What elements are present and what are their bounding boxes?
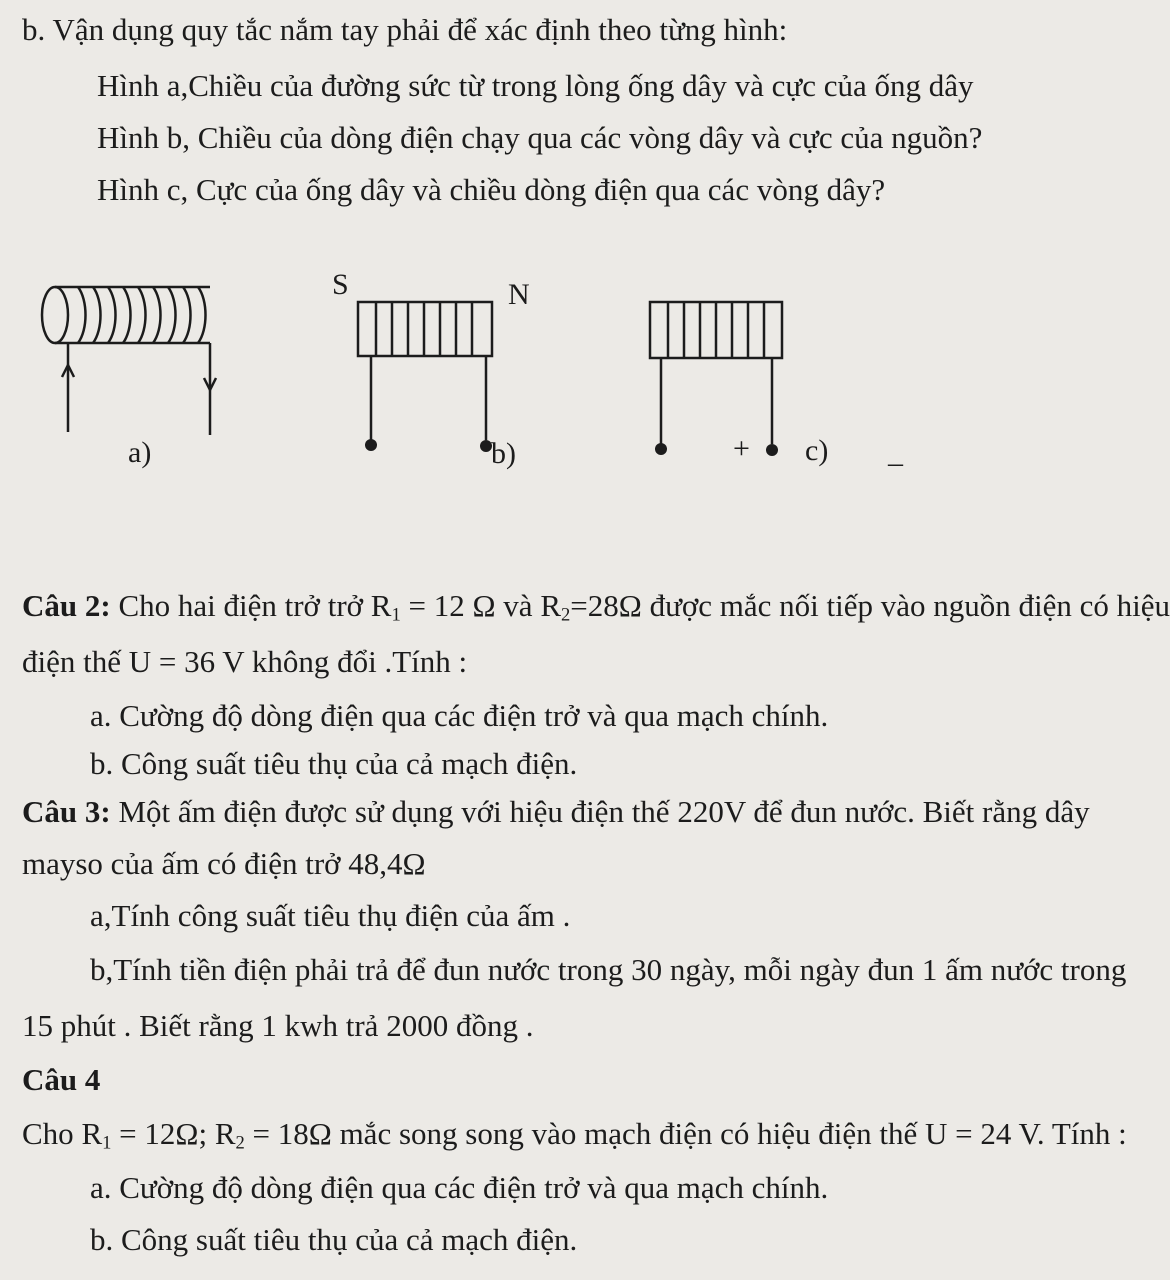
cau2-part-b: b. Công suất tiêu thụ của cả mạch điện. bbox=[90, 746, 578, 781]
cau4-lead: Cho bbox=[22, 1116, 82, 1151]
figure-c-solenoid bbox=[650, 302, 782, 444]
pole-s-label: S bbox=[332, 268, 349, 301]
cau2-title: Câu 2: bbox=[22, 588, 111, 623]
cau3-part-b-line2: 15 phút . Biết rằng 1 kwh trả 2000 đồng . bbox=[22, 1008, 534, 1043]
cau3-line1 bbox=[22, 796, 1090, 827]
cau3-part-b-line1: b,Tính tiền điện phải trả để đun nước trong 30 ngày, mỗi ngày đun 1 ấm nước trong bbox=[90, 952, 1127, 987]
cau4-part-a: a. Cường độ dòng điện qua các điện trở và qua mạch chính. bbox=[90, 1170, 829, 1205]
cau4-line1 bbox=[22, 1118, 1127, 1153]
cau2-line2: điện thế U = 36 V không đổi .Tính : bbox=[22, 644, 468, 679]
r1-symbol: R bbox=[370, 588, 392, 623]
r1-symbol: R bbox=[81, 1116, 103, 1151]
r2-value: = 18Ω mắc song song vào mạch điện có hiệu điện thế U = 24 V. Tính : bbox=[244, 1116, 1127, 1151]
minus-sign: – bbox=[888, 446, 903, 479]
cau3-part-a: a,Tính công suất tiêu thụ điện của ấm . bbox=[90, 898, 571, 933]
part-b-heading: b. Vận dụng quy tắc nắm tay phải để xác định theo từng hình: bbox=[22, 12, 788, 47]
part-b-item-c: Hình c, Cực của ống dây và chiều dòng điện qua các vòng dây? bbox=[97, 172, 886, 207]
cau2-line1 bbox=[22, 590, 1170, 625]
r2-subscript: 2 bbox=[235, 1132, 245, 1154]
r2-symbol: R bbox=[540, 588, 561, 623]
r2-subscript: 2 bbox=[561, 604, 571, 626]
r1-value: = 12 Ω và bbox=[400, 588, 541, 623]
cau3-line2: mayso của ấm có điện trở 48,4Ω bbox=[22, 846, 426, 881]
figure-c-label: c) bbox=[805, 434, 829, 467]
figure-b-solenoid bbox=[358, 302, 492, 440]
r1-value: = 12Ω; bbox=[111, 1116, 215, 1151]
r2-symbol: R bbox=[214, 1116, 236, 1151]
cau3-title: Câu 3: bbox=[22, 794, 111, 829]
cau2-intro: Cho hai điện trở trở bbox=[118, 588, 364, 623]
part-b-item-b: Hình b, Chiều của dòng điện chạy qua các vòng dây và cực của nguồn? bbox=[97, 120, 983, 155]
terminal-dot bbox=[655, 443, 667, 455]
plus-sign: + bbox=[733, 432, 750, 465]
figure-a-label: a) bbox=[128, 436, 152, 469]
cau4-part-b: b. Công suất tiêu thụ của cả mạch điện. bbox=[90, 1222, 578, 1257]
r1-subscript: 1 bbox=[391, 604, 401, 626]
cau4-title: Câu 4 bbox=[22, 1062, 101, 1097]
terminal-dot bbox=[766, 444, 778, 456]
cau3-text: Một ấm điện được sử dụng với hiệu điện thế 220V để đun nước. Biết rằng dây bbox=[110, 794, 1090, 829]
terminal-dot bbox=[365, 439, 377, 451]
pole-n-label: N bbox=[508, 278, 530, 311]
cau2-part-a: a. Cường độ dòng điện qua các điện trở và qua mạch chính. bbox=[90, 698, 829, 733]
solenoid-figures bbox=[0, 260, 1024, 520]
figure-b-label: b) bbox=[491, 437, 516, 470]
r1-subscript: 1 bbox=[102, 1132, 112, 1154]
r2-value: =28Ω được mắc nối tiếp vào nguồn điện có hiệu bbox=[570, 588, 1170, 623]
part-b-item-a: Hình a,Chiều của đường sức từ trong lòng ống dây và cực của ống dây bbox=[97, 68, 974, 103]
figure-a-solenoid bbox=[42, 287, 216, 435]
coil-end-ellipse bbox=[42, 287, 68, 343]
